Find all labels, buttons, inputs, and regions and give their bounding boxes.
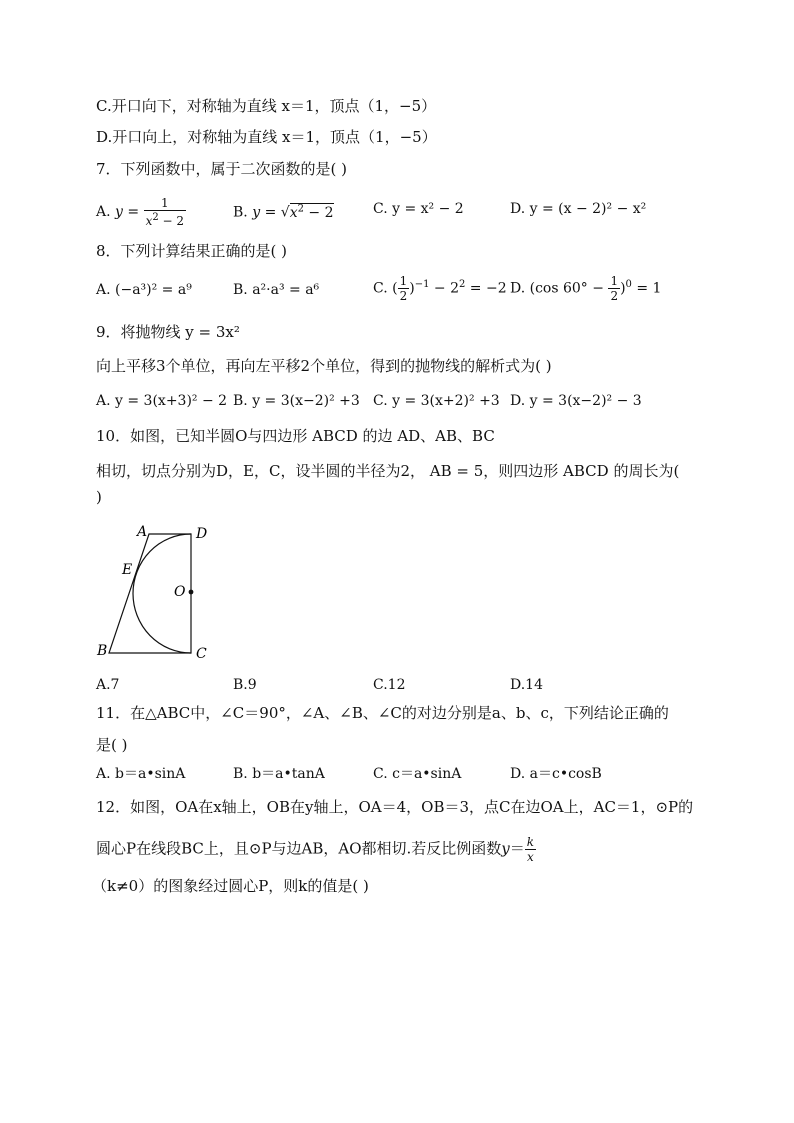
q10-option-b: B.9 [233, 677, 257, 693]
q10-stem-line-1: 10．如图，已知半圆O与四边形 ABCD 的边 AD、AB、BC [96, 427, 495, 445]
center-point-o [189, 590, 194, 595]
q6-option-d: D.开口向上，对称轴为直线 x＝1，顶点（1，−5） [96, 128, 437, 146]
label-b: B [97, 643, 108, 659]
q9-option-d: D. y = 3(x−2)² − 3 [510, 393, 642, 409]
q10-figure [92, 522, 222, 662]
q12-fraction [525, 835, 536, 864]
q7-option-b: B. $y = √x^2 - 2$ [233, 203, 334, 221]
q8-option-d: D. (cos 60° − $\frac{1}{2}$ )$^0$ = 1 [510, 274, 662, 303]
q8-option-a: A. (−a³)² = a⁹ [96, 282, 192, 298]
q8-stem: 8．下列计算结果正确的是( ) [96, 242, 288, 260]
q12-fraction-numerator: k [526, 835, 535, 849]
q8-option-b: B. a²·a³ = a⁶ [233, 282, 320, 298]
q9-option-c: C. y = 3(x+2)² +3 [373, 393, 500, 409]
q9-stem-line-1: 9．将抛物线 y = 3x² [96, 323, 240, 341]
q11-option-a: A. b＝a•sinA [96, 766, 186, 782]
q9-option-b: B. y = 3(x−2)² +3 [233, 393, 360, 409]
q12-stem-line-2: 圆心P在线段BC上，且⊙P与边AB，AO都相切.若反比例函数y＝ $\frac{k}{x}$ [96, 835, 535, 864]
q11-stem-line-1: 11．在△ABC中，∠C＝90°，∠A、∠B、∠C的对边分别是a、b、c，下列结论正确的 [96, 704, 669, 722]
q12-fraction-denominator: x [527, 850, 534, 864]
q11-stem-line-2: 是( ) [96, 736, 128, 754]
q10-option-c: C.12 [373, 677, 406, 693]
q11-option-d: D. a＝c•cosB [510, 766, 602, 782]
label-c: C [196, 646, 207, 662]
q12-stem-line-2-text: 圆心P在线段BC上，且⊙P与边AB，AO都相切.若反比例函数 [96, 839, 502, 858]
q7-option-c: C. y = x² − 2 [373, 201, 464, 217]
q6-option-c: C.开口向下，对称轴为直线 x＝1，顶点（1，−5） [96, 97, 437, 115]
q11-option-b: B. b＝a•tanA [233, 766, 325, 782]
q7-option-d: D. y = (x − 2)² − x² [510, 201, 647, 217]
q8-option-c: C. ( $\frac{1}{2}$ )$^{-1} - 2^2 = -2$ [373, 274, 507, 303]
q10-stem-line-3: ) [96, 488, 102, 506]
q10-option-a: A.7 [96, 677, 120, 693]
q12-stem-line-3: （k≠0）的图象经过圆心P，则k的值是( ) [92, 877, 369, 895]
label-e: E [122, 562, 133, 578]
q11-option-c: C. c＝a•sinA [373, 766, 462, 782]
q12-stem-line-1: 12．如图，OA在x轴上，OB在y轴上，OA＝4，OB＝3，点C在边OA上，AC＝1，⊙P的 [96, 798, 694, 816]
q9-stem-line-2: 向上平移3个单位，再向左平移2个单位，得到的抛物线的解析式为( ) [96, 357, 552, 375]
q10-stem-line-2: 相切，切点分别为D，E，C，设半圆的半径为2， AB = 5，则四边形 ABCD 的周长为( [96, 462, 680, 480]
label-o: O [174, 584, 186, 600]
label-a: A [137, 524, 148, 540]
q7-stem: 7．下列函数中，属于二次函数的是( ) [96, 160, 348, 178]
q10-option-d: D.14 [510, 677, 543, 693]
q9-option-a: A. y = 3(x+3)² − 2 [96, 393, 228, 409]
q7-option-a: A. y = $\frac{1}{x^2 - 2}$ [96, 196, 185, 228]
label-d: D [196, 526, 208, 542]
